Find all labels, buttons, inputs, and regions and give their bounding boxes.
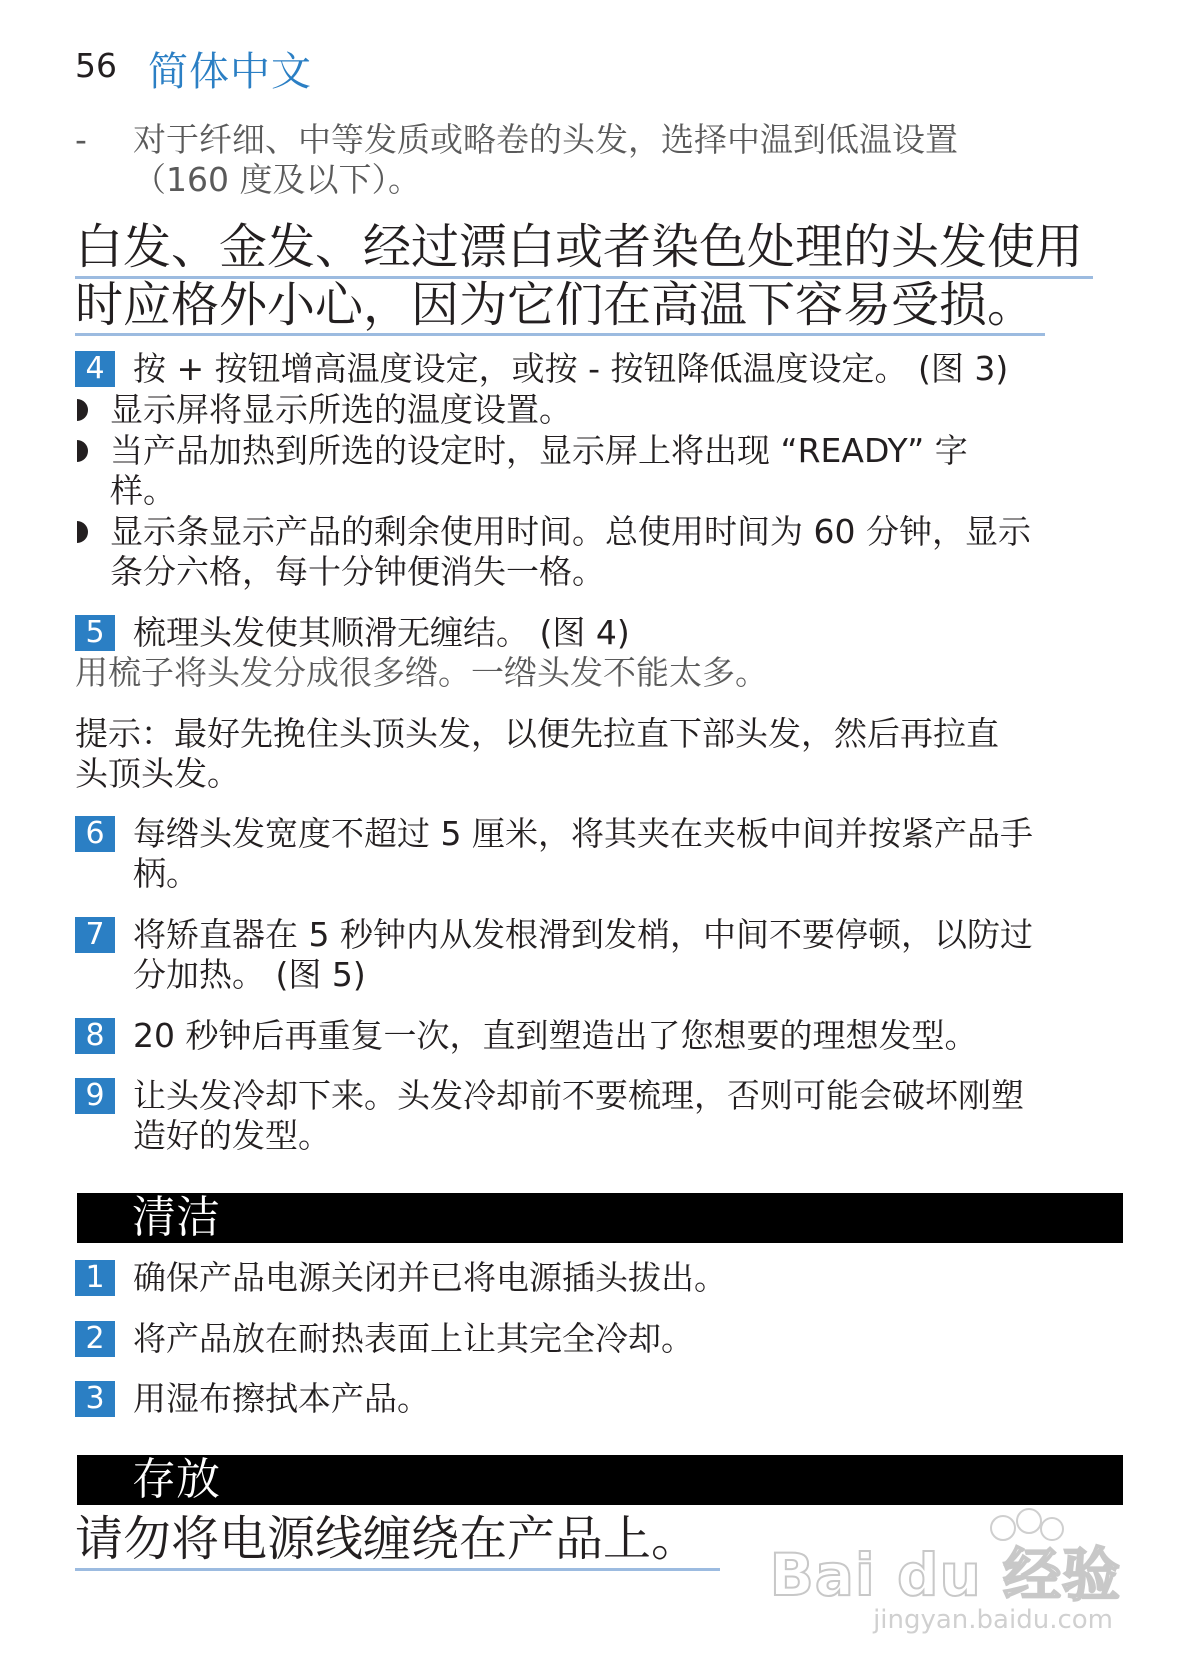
bullet-icon — [77, 440, 88, 462]
watermark-url: jingyan.baidu.com — [873, 1605, 1113, 1635]
step-text: 分加热。 (图 5) — [133, 955, 366, 994]
step-text: 让头发冷却下来。头发冷却前不要梳理，否则可能会破坏刚塑 — [133, 1076, 1024, 1115]
warning-line-2: 时应格外小心，因为它们在高温下容易受损。 — [75, 277, 1036, 333]
storage-warning: 请勿将电源线缠绕在产品上。 — [75, 1511, 700, 1567]
bullet-text: 显示屏将显示所选的温度设置。 — [110, 390, 572, 429]
step-number: 4 — [75, 351, 115, 387]
step-number: 8 — [75, 1018, 115, 1054]
step-text: 每绺头发宽度不超过 5 厘米，将其夹在夹板中间并按紧产品手 — [133, 814, 1033, 853]
tip-line-2: 头顶头发。 — [75, 754, 240, 793]
bullet-icon — [77, 521, 88, 543]
step-number: 7 — [75, 917, 115, 953]
step-text: 用湿布擦拭本产品。 — [133, 1379, 430, 1418]
section-heading-text: 存放 — [132, 1454, 220, 1505]
bullet-text: 样。 — [110, 471, 176, 510]
tip-line-1: 提示：最好先挽住头顶头发，以便先拉直下部头发，然后再拉直 — [75, 714, 999, 753]
step-text: 按 + 按钮增高温度设定，或按 - 按钮降低温度设定。 (图 3) — [133, 349, 1009, 388]
intro-line-2: （160 度及以下）。 — [133, 160, 421, 199]
step-number: 2 — [75, 1321, 115, 1357]
warning-line-1: 白发、金发、经过漂白或者染色处理的头发使用 — [75, 219, 1084, 275]
intro-dash: - — [75, 120, 87, 159]
bullet-text: 当产品加热到所选的设定时，显示屏上将出现 “READY” 字 — [110, 431, 968, 470]
section-heading-cleaning — [77, 1193, 1123, 1243]
storage-warning-underline — [75, 1568, 720, 1571]
step-text: 造好的发型。 — [133, 1116, 331, 1155]
step-text: 确保产品电源关闭并已将电源插头拔出。 — [133, 1258, 727, 1297]
step-number: 5 — [75, 615, 115, 651]
step-text: 梳理头发使其顺滑无缠结。 (图 4) — [133, 613, 630, 652]
warning-underline-2 — [75, 333, 1045, 336]
bullet-text: 显示条显示产品的剩余使用时间。总使用时间为 60 分钟，显示 — [110, 512, 1031, 551]
bullet-text: 条分六格，每十分钟便消失一格。 — [110, 552, 605, 591]
page-number: 56 — [75, 46, 117, 85]
page-language-title: 简体中文 — [148, 49, 312, 95]
step-number: 6 — [75, 816, 115, 852]
step-text: 将矫直器在 5 秒钟内从发根滑到发梢，中间不要停顿，以防过 — [133, 915, 1033, 954]
step-text: 20 秒钟后再重复一次，直到塑造出了您想要的理想发型。 — [133, 1016, 978, 1055]
step-number: 9 — [75, 1078, 115, 1114]
step-number: 1 — [75, 1260, 115, 1296]
intro-line-1: 对于纤细、中等发质或略卷的头发，选择中温到低温设置 — [133, 120, 958, 159]
step-subtext: 用梳子将头发分成很多绺。一绺头发不能太多。 — [75, 653, 768, 692]
bullet-icon — [77, 399, 88, 421]
step-number: 3 — [75, 1381, 115, 1417]
baidu-watermark-logo: Bai du 经验 — [769, 1541, 1121, 1609]
step-text: 将产品放在耐热表面上让其完全冷却。 — [133, 1319, 694, 1358]
section-heading-text: 清洁 — [132, 1192, 220, 1243]
step-text: 柄。 — [133, 854, 199, 893]
section-heading-storage — [77, 1455, 1123, 1505]
